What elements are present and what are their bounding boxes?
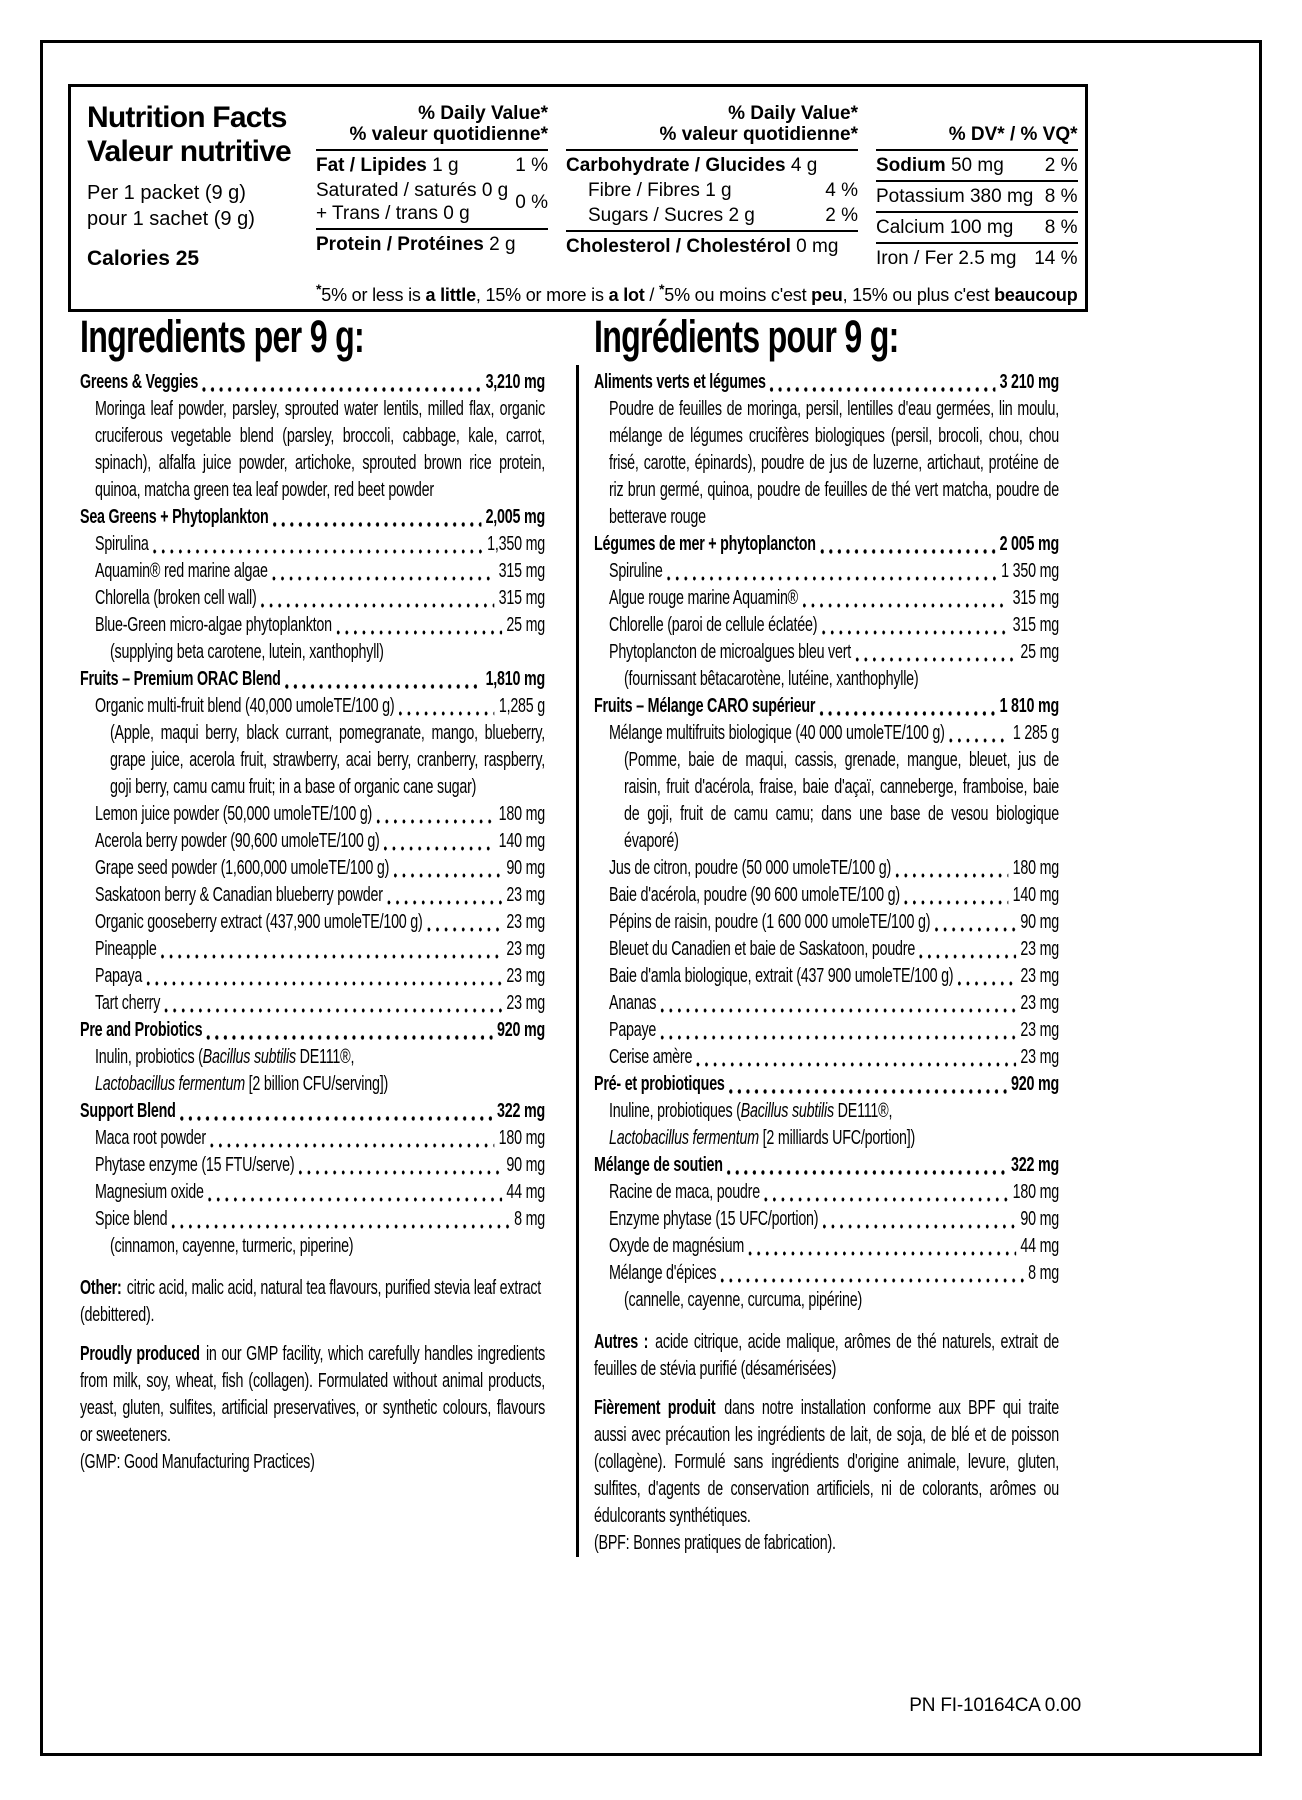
ingredient-row xyxy=(594,1071,1059,1098)
ingredient-amount: 23 mg xyxy=(506,938,546,961)
nutrition-facts-panel xyxy=(68,84,1088,312)
ingredient-name: Grape seed powder (1,600,000 umoleTE/100 g) xyxy=(95,857,390,880)
nutrient-label: Potassium 380 mg xyxy=(876,186,1034,207)
ingredient-row xyxy=(80,666,545,693)
ingredient-row xyxy=(80,990,545,1017)
dots-leader xyxy=(376,819,494,824)
ingredient-amount: 315 mg xyxy=(498,560,546,583)
ingredient-row xyxy=(80,963,545,990)
ingredient-note: (Apple, maqui berry, black currant, pomegranate, mango, blueberry, grape juice, acerola fruit, strawberry, acai berry, cranberry, raspberry, goji berry, camu camu fruit; in a base of organic cane sugar) xyxy=(110,722,546,799)
ingredient-row xyxy=(594,693,1059,720)
ingredient-name: Spirulina xyxy=(95,533,149,556)
nutrient-column-carbohydrate xyxy=(566,97,858,273)
dots-leader xyxy=(384,846,494,851)
ingredient-amount: 23 mg xyxy=(1020,992,1060,1015)
ingredient-amount: 920 mg xyxy=(1011,1073,1060,1096)
dots-leader xyxy=(285,684,481,689)
serving-size-fr: pour 1 sachet (9 g) xyxy=(87,207,255,230)
ingredient-row xyxy=(80,558,545,585)
ingredient-row xyxy=(80,1179,545,1206)
dots-leader xyxy=(823,1224,1016,1229)
ingredient-amount: 23 mg xyxy=(506,884,546,907)
ingredient-name: Baie d'amla biologique, extrait (437 900 umoleTE/100 g) xyxy=(609,965,954,988)
nutrient-row xyxy=(316,153,548,178)
dots-leader xyxy=(172,1224,510,1229)
ingredient-amount: 140 mg xyxy=(1012,884,1060,907)
ingredient-name: Saskatoon berry & Canadian blueberry powder xyxy=(95,884,383,907)
ingredients-en-paragraphs xyxy=(80,1275,545,1476)
ingredient-row xyxy=(594,882,1059,909)
ingredient-name: Cerise amère xyxy=(609,1046,693,1069)
ingredient-row xyxy=(80,504,545,531)
ingredients-fr-paragraphs xyxy=(594,1329,1059,1557)
nutrient-section xyxy=(876,180,1078,211)
dots-leader xyxy=(660,1008,1016,1013)
ingredient-amount: 315 mg xyxy=(1012,587,1060,610)
header-line: % Daily Value* xyxy=(418,103,548,124)
nutrition-facts-header-block xyxy=(87,97,302,301)
ingredients-fr-content xyxy=(594,313,1059,1557)
ingredient-amount: 2,005 mg xyxy=(485,506,546,529)
dots-leader xyxy=(387,900,502,905)
ingredient-row xyxy=(594,963,1059,990)
nutrient-label: Fat / Lipides 1 g xyxy=(316,155,459,176)
dots-leader xyxy=(895,873,1008,878)
ingredient-row xyxy=(594,1017,1059,1044)
ingredient-note: Moringa leaf powder, parsley, sprouted water lentils, milled flax, organic cruciferous vegetable blend (parsley, broccoli, cabbage, kale, carrot, spinach), alfalfa juice powder, artichoke, sprouted brown rice protein, quinoa, matcha green tea leaf powder, red beet powder xyxy=(95,398,546,502)
ingredient-name: Greens & Veggies xyxy=(80,371,199,394)
nutrient-row xyxy=(876,153,1078,178)
dots-leader xyxy=(207,1035,493,1040)
ingredient-amount: 23 mg xyxy=(1020,1019,1060,1042)
ingredient-name: Blue-Green micro-algae phytoplankton xyxy=(95,614,332,637)
ingredient-amount: 920 mg xyxy=(497,1019,546,1042)
ingredients-en-column xyxy=(80,313,545,1557)
ingredients-title-fr: Ingrédients pour 9 g: xyxy=(594,311,899,362)
nutrient-row xyxy=(566,153,858,178)
ingredient-note: (Pomme, baie de maqui, cassis, grenade, mangue, bleuet, jus de raisin, fruit d'acérola, fraise, baie d'açaï, canneberge, framboise, baie de goji, fruit de camu camu; dans une base de vesou biologique évaporé) xyxy=(624,749,1060,853)
ingredient-row xyxy=(80,1098,545,1125)
nutrient-percent: 2 % xyxy=(1044,155,1078,176)
nutrient-percent: 2 % xyxy=(825,205,858,226)
ingredient-amount: 23 mg xyxy=(506,992,546,1015)
ingredient-row xyxy=(80,531,545,558)
ingredient-row xyxy=(80,693,545,720)
nutrient-label: Sodium 50 mg xyxy=(876,155,1004,176)
ingredient-name: Organic gooseberry extract (437,900 umoleTE/100 g) xyxy=(95,911,423,934)
ingredient-amount: 90 mg xyxy=(1020,911,1060,934)
ingredient-row xyxy=(80,828,545,855)
nutrient-label: Saturated / saturés 0 g + Trans / trans 0 g xyxy=(316,180,509,224)
ingredient-amount: 25 mg xyxy=(506,614,546,637)
ingredient-amount: 180 mg xyxy=(498,1127,546,1150)
ingredient-row xyxy=(594,639,1059,666)
ingredient-row xyxy=(594,1233,1059,1260)
ingredient-amount: 140 mg xyxy=(498,830,546,853)
ingredient-name: Légumes de mer + phytoplancton xyxy=(594,533,816,556)
ingredient-name: Pré- et probiotiques xyxy=(594,1073,725,1096)
ingredient-name: Jus de citron, poudre (50 000 umoleTE/100 g) xyxy=(609,857,892,880)
nutrient-column-fat xyxy=(316,97,548,273)
nutrition-facts-title-en: Nutrition Facts xyxy=(87,101,287,134)
ingredients-section xyxy=(80,313,1059,1557)
nutrient-label: Sugars / Sucres 2 g xyxy=(588,205,755,226)
dots-leader xyxy=(180,1116,493,1121)
ingredient-row xyxy=(594,720,1059,747)
ingredient-row xyxy=(594,369,1059,396)
ingredient-name: Aquamin® red marine algae xyxy=(95,560,268,583)
ingredient-note: (cinnamon, cayenne, turmeric, piperine) xyxy=(110,1235,354,1258)
nutrient-row xyxy=(566,178,858,203)
ingredient-paragraph: Other: citric acid, malic acid, natural tea flavours, purified stevia leaf extract (debittered). xyxy=(80,1277,542,1327)
dots-leader xyxy=(802,603,1008,608)
dots-leader xyxy=(819,711,995,716)
ingredient-name: Ananas xyxy=(609,992,657,1015)
dots-leader xyxy=(427,927,502,932)
dots-leader xyxy=(261,603,495,608)
dots-leader xyxy=(820,549,995,554)
ingredient-amount: 180 mg xyxy=(1012,1181,1060,1204)
nutrient-columns xyxy=(316,97,1078,273)
ingredient-name: Enzyme phytase (15 UFC/portion) xyxy=(609,1208,819,1231)
ingredient-name: Chlorella (broken cell wall) xyxy=(95,587,257,610)
dots-leader xyxy=(273,522,481,527)
nutrient-percent: 8 % xyxy=(1044,217,1078,238)
dots-leader xyxy=(770,387,995,392)
nutrient-percent: 0 % xyxy=(515,191,548,213)
ingredient-note: (cannelle, cayenne, curcuma, pipérine) xyxy=(624,1289,863,1312)
header-line: % valeur quotidienne* xyxy=(349,124,548,145)
ingredient-amount: 90 mg xyxy=(1020,1208,1060,1231)
dots-leader xyxy=(935,927,1017,932)
ingredient-name: Oxyde de magnésium xyxy=(609,1235,745,1258)
dots-leader xyxy=(764,1197,1008,1202)
ingredient-note: (supplying beta carotene, lutein, xanthophyll) xyxy=(110,641,384,664)
dots-leader xyxy=(729,1089,1007,1094)
ingredient-row xyxy=(594,990,1059,1017)
ingredient-row xyxy=(594,1044,1059,1071)
dots-leader xyxy=(161,954,502,959)
header-line: % valeur quotidienne* xyxy=(659,124,858,145)
ingredient-amount: 322 mg xyxy=(497,1100,546,1123)
ingredient-name: Lemon juice powder (50,000 umoleTE/100 g) xyxy=(95,803,373,826)
ingredient-row xyxy=(594,1179,1059,1206)
ingredients-title-en: Ingredients per 9 g: xyxy=(80,311,364,362)
ingredient-row xyxy=(594,1260,1059,1287)
ingredient-name: Racine de maca, poudre xyxy=(609,1181,760,1204)
ingredients-en-list xyxy=(80,369,545,1260)
nutrient-table xyxy=(302,97,1078,305)
dots-leader xyxy=(748,1251,1016,1256)
dots-leader xyxy=(208,1197,502,1202)
nutrient-row xyxy=(566,203,858,228)
ingredient-name: Acerola berry powder (90,600 umoleTE/100 g) xyxy=(95,830,380,853)
ingredient-row xyxy=(594,855,1059,882)
nutrition-facts-title-fr: Valeur nutritive xyxy=(87,134,291,168)
nutrient-percent: 4 % xyxy=(825,180,858,201)
ingredient-row xyxy=(594,1206,1059,1233)
dots-leader xyxy=(721,1278,1024,1283)
ingredient-row xyxy=(594,612,1059,639)
ingredient-row xyxy=(80,855,545,882)
ingredient-note: Inulin, probiotics (Bacillus subtilis DE111®, xyxy=(95,1046,355,1069)
ingredient-name: Baie d'acérola, poudre (90 600 umoleTE/100 g) xyxy=(609,884,900,907)
nutrient-label: Carbohydrate / Glucides 4 g xyxy=(566,155,818,176)
ingredient-name: Chlorelle (paroi de cellule éclatée) xyxy=(609,614,818,637)
ingredient-name: Bleuet du Canadien et baie de Saskatoon, poudre xyxy=(609,938,916,961)
ingredient-name: Papaye xyxy=(609,1019,657,1042)
nutrient-section xyxy=(876,211,1078,242)
ingredient-row xyxy=(594,909,1059,936)
ingredient-note: Lactobacillus fermentum [2 milliards UFC/portion]) xyxy=(609,1127,916,1150)
ingredient-amount: 1 285 g xyxy=(1012,722,1060,745)
ingredient-paragraph: Fièrement produit dans notre installation conforme aux BPF qui traite aussi avec précaution les ingrédients de lait, de soja, de blé et de poisson (collagène). Formulé sans ingrédients d'origine animale, levure, gluten, sulfites, d'agents de conservation artificiels, ni de colorants, arômes ou édulcorants synthétiques. xyxy=(594,1397,1060,1528)
dots-leader xyxy=(660,1035,1016,1040)
ingredient-amount: 315 mg xyxy=(1012,614,1060,637)
ingredient-row xyxy=(80,612,545,639)
dots-leader xyxy=(202,387,481,392)
nutrient-percent: 14 % xyxy=(1034,248,1078,269)
ingredient-name: Mélange multifruits biologique (40 000 umoleTE/100 g) xyxy=(609,722,945,745)
nutrient-section xyxy=(316,151,548,228)
ingredients-en-content xyxy=(80,313,545,1476)
ingredient-name: Support Blend xyxy=(80,1100,176,1123)
ingredient-name: Mélange de soutien xyxy=(594,1154,723,1177)
ingredient-row xyxy=(80,909,545,936)
product-code: PN FI-10164CA 0.00 xyxy=(909,1695,1081,1716)
nutrient-label: Protein / Protéines 2 g xyxy=(316,234,516,255)
ingredient-amount: 44 mg xyxy=(506,1181,546,1204)
ingredient-row xyxy=(80,1206,545,1233)
ingredient-name: Pépins de raisin, poudre (1 600 000 umoleTE/100 g) xyxy=(609,911,931,934)
ingredient-amount: 1,350 mg xyxy=(487,533,546,556)
nutrient-column-minerals xyxy=(876,97,1078,273)
ingredient-row xyxy=(80,585,545,612)
ingredients-fr-list xyxy=(594,369,1059,1314)
nutrient-row xyxy=(876,246,1078,271)
ingredient-note: Inuline, probiotiques (Bacillus subtilis DE111®, xyxy=(609,1100,893,1123)
nutrient-label: Iron / Fer 2.5 mg xyxy=(876,248,1017,269)
ingredient-paragraph: (BPF: Bonnes pratiques de fabrication). xyxy=(594,1532,836,1555)
ingredient-name: Fruits – Mélange CARO supérieur xyxy=(594,695,816,718)
dots-leader xyxy=(146,981,502,986)
ingredient-row xyxy=(594,531,1059,558)
dots-leader xyxy=(822,630,1009,635)
label-outer-border xyxy=(40,40,1262,1756)
dots-leader xyxy=(164,1008,502,1013)
ingredient-amount: 25 mg xyxy=(1020,641,1060,664)
ingredient-amount: 2 005 mg xyxy=(999,533,1060,556)
ingredient-amount: 1 810 mg xyxy=(999,695,1060,718)
ingredients-fr-column xyxy=(594,313,1059,1557)
dots-leader xyxy=(272,576,494,581)
nutrient-section xyxy=(566,151,858,230)
ingredient-name: Magnesium oxide xyxy=(95,1181,204,1204)
ingredient-amount: 90 mg xyxy=(506,857,546,880)
nutrient-row xyxy=(876,215,1078,240)
dots-leader xyxy=(393,873,502,878)
ingredient-amount: 1,285 g xyxy=(498,695,546,718)
ingredient-amount: 322 mg xyxy=(1011,1154,1060,1177)
ingredient-amount: 1 350 mg xyxy=(1001,560,1060,583)
ingredient-row xyxy=(594,585,1059,612)
ingredient-name: Sea Greens + Phytoplankton xyxy=(80,506,269,529)
ingredient-amount: 44 mg xyxy=(1020,1235,1060,1258)
ingredient-name: Pre and Probiotics xyxy=(80,1019,203,1042)
ingredient-name: Maca root powder xyxy=(95,1127,206,1150)
dots-leader xyxy=(667,576,997,581)
ingredient-row xyxy=(80,936,545,963)
ingredient-name: Organic multi-fruit blend (40,000 umoleTE/100 g) xyxy=(95,695,395,718)
serving-size-block xyxy=(87,181,302,232)
ingredient-amount: 23 mg xyxy=(1020,1046,1060,1069)
ingredient-amount: 3,210 mg xyxy=(485,371,546,394)
ingredient-name: Algue rouge marine Aquamin® xyxy=(609,587,798,610)
dots-leader xyxy=(919,954,1016,959)
ingredient-amount: 180 mg xyxy=(498,803,546,826)
percent-dv-header xyxy=(566,97,858,151)
ingredient-amount: 23 mg xyxy=(1020,938,1060,961)
dots-leader xyxy=(958,981,1016,986)
ingredient-row xyxy=(80,369,545,396)
column-divider xyxy=(576,365,579,1557)
ingredient-amount: 8 mg xyxy=(514,1208,546,1231)
ingredient-name: Phytoplancton de microalgues bleu vert xyxy=(609,641,852,664)
dots-leader xyxy=(949,738,1009,743)
nutrient-section xyxy=(876,151,1078,180)
nutrient-label: Calcium 100 mg xyxy=(876,217,1014,238)
ingredient-amount: 315 mg xyxy=(498,587,546,610)
ingredient-row xyxy=(80,1152,545,1179)
nutrient-percent: 8 % xyxy=(1044,186,1078,207)
ingredient-row xyxy=(594,936,1059,963)
ingredient-paragraph: Proudly produced in our GMP facility, which carefully handles ingredients from milk, soy, wheat, fish (collagen). Formulated without animal products, yeast, gluten, sulfites, artificial preservatives, or synthetic colours, flavours or sweeteners. xyxy=(80,1343,546,1447)
ingredient-amount: 23 mg xyxy=(506,911,546,934)
ingredient-row xyxy=(80,801,545,828)
nutrient-row xyxy=(316,178,548,226)
dots-leader xyxy=(299,1170,502,1175)
ingredient-row xyxy=(594,558,1059,585)
nutrient-label: Cholesterol / Cholestérol 0 mg xyxy=(566,236,839,257)
dots-leader xyxy=(904,900,1008,905)
dots-leader xyxy=(153,549,483,554)
dots-leader xyxy=(727,1170,1007,1175)
ingredient-row xyxy=(80,882,545,909)
ingredient-name: Spice blend xyxy=(95,1208,168,1231)
ingredient-name: Mélange d'épices xyxy=(609,1262,717,1285)
header-line: % Daily Value* xyxy=(728,103,858,124)
ingredient-note: (fournissant bêtacarotène, lutéine, xanthophylle) xyxy=(624,668,919,691)
ingredient-amount: 8 mg xyxy=(1028,1262,1060,1285)
daily-value-footnote: *5% or less is a little, 15% or more is a lot / *5% ou moins c'est peu, 15% ou plus c'est beaucoup xyxy=(316,281,1078,305)
serving-size-en: Per 1 packet (9 g) xyxy=(87,182,246,205)
calories-line: Calories 25 xyxy=(87,247,200,271)
dots-leader xyxy=(336,630,502,635)
nutrient-section xyxy=(566,230,858,261)
ingredient-row xyxy=(80,1125,545,1152)
ingredient-amount: 23 mg xyxy=(506,965,546,988)
ingredient-row xyxy=(80,1017,545,1044)
percent-dv-header xyxy=(316,97,548,151)
dots-leader xyxy=(855,657,1016,662)
ingredient-amount: 23 mg xyxy=(1020,965,1060,988)
nutrient-section xyxy=(316,228,548,259)
ingredient-name: Tart cherry xyxy=(95,992,161,1015)
percent-dv-header xyxy=(876,97,1078,151)
nutrient-label: Fibre / Fibres 1 g xyxy=(588,180,732,201)
ingredient-amount: 180 mg xyxy=(1012,857,1060,880)
ingredient-row xyxy=(594,1152,1059,1179)
ingredient-name: Pineapple xyxy=(95,938,157,961)
ingredient-name: Aliments verts et légumes xyxy=(594,371,766,394)
nutrient-percent: 1 % xyxy=(515,155,548,176)
nutrient-section xyxy=(876,242,1078,273)
ingredient-amount: 90 mg xyxy=(506,1154,546,1177)
ingredient-name: Spiruline xyxy=(609,560,663,583)
dots-leader xyxy=(399,711,495,716)
ingredient-amount: 1,810 mg xyxy=(485,668,546,691)
dots-leader xyxy=(696,1062,1016,1067)
header-line: % DV* / % VQ* xyxy=(948,124,1078,145)
ingredient-name: Fruits – Premium ORAC Blend xyxy=(80,668,281,691)
ingredient-paragraph: Autres : acide citrique, acide malique, arômes de thé naturels, extrait de feuilles de stévia purifié (désamérisées) xyxy=(594,1331,1060,1381)
nutrient-row xyxy=(566,234,858,259)
ingredient-name: Phytase enzyme (15 FTU/serve) xyxy=(95,1154,295,1177)
nutrient-row xyxy=(316,232,548,257)
ingredient-note: Poudre de feuilles de moringa, persil, lentilles d'eau germées, lin moulu, mélange de légumes crucifères biologiques (persil, brocoli, chou, chou frisé, carotte, épinards), poudre de jus de luzerne, artichaut, protéine de riz brun germé, quinoa, poudre de feuilles de thé vert matcha, poudre de betterave rouge xyxy=(609,398,1060,529)
nutrient-row xyxy=(876,184,1078,209)
ingredient-note: Lactobacillus fermentum [2 billion CFU/serving]) xyxy=(95,1073,389,1096)
ingredient-name: Papaya xyxy=(95,965,143,988)
ingredient-paragraph: (GMP: Good Manufacturing Practices) xyxy=(80,1451,315,1474)
ingredient-amount: 3 210 mg xyxy=(999,371,1060,394)
dots-leader xyxy=(210,1143,494,1148)
